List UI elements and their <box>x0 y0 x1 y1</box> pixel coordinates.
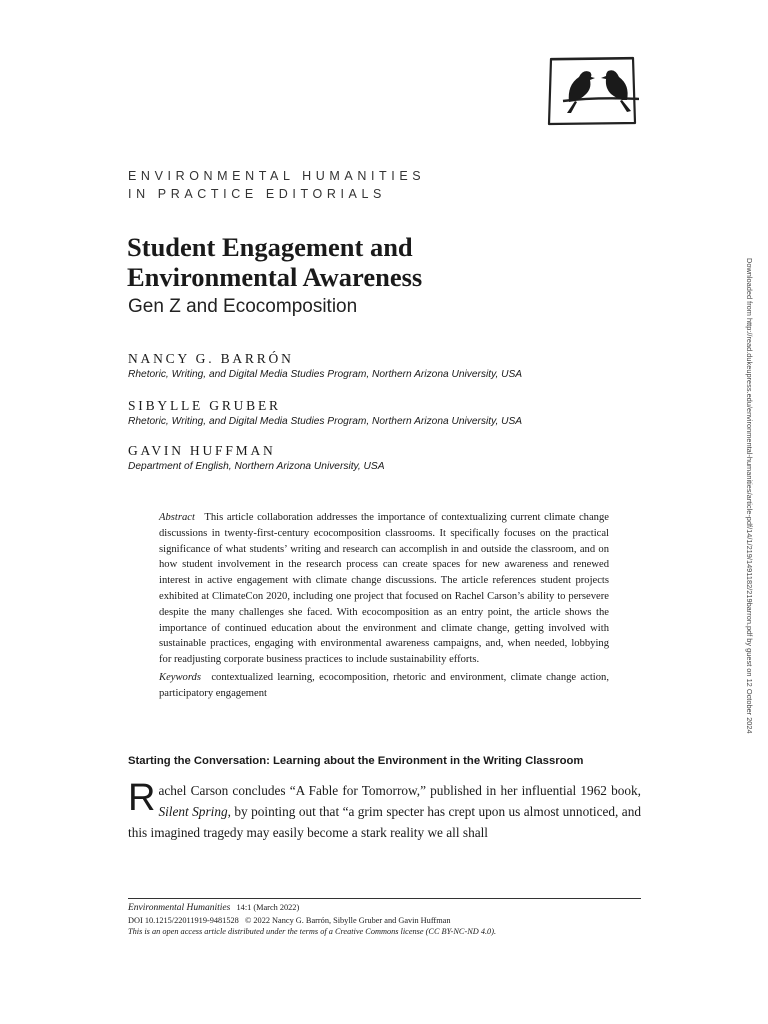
drop-cap: R <box>128 777 156 819</box>
author-affiliation: Rhetoric, Writing, and Digital Media Studies Program, Northern Arizona University, USA <box>128 369 523 380</box>
journal-logo <box>545 55 639 127</box>
author-block <box>128 443 385 472</box>
series-line-1: ENVIRONMENTAL HUMANITIES <box>128 169 426 183</box>
author-affiliation: Rhetoric, Writing, and Digital Media Studies Program, Northern Arizona University, USA <box>128 416 523 427</box>
footer-doi-line <box>128 915 496 927</box>
abstract-paragraph <box>159 510 609 668</box>
author-block <box>128 398 522 427</box>
article-title <box>127 232 422 292</box>
download-watermark-text: Downloaded from http://read.dukeupress.edu/environmental-humanities/article-pdf/14/1/219/1491182/219barron.pdf by guest on 12 October 2024 <box>745 258 754 734</box>
footer-citation <box>128 902 496 915</box>
author-affiliation: Department of English, Northern Arizona University, USA <box>128 461 385 472</box>
article-subtitle: Gen Z and Ecocomposition <box>128 296 358 317</box>
page-footer <box>128 902 496 938</box>
author-name: SIBYLLE GRUBER <box>128 398 281 413</box>
doi-text: DOI 10.1215/22011919-9481528 <box>128 915 239 925</box>
body-text-end: , by pointing out that “a grim specter has crept upon us almost unnoticed, and this imagined tragedy may easily become a stark reality we all shall <box>128 804 641 840</box>
copyright-text: © 2022 Nancy G. Barrón, Sibylle Gruber and Gavin Huffman <box>245 915 451 925</box>
abstract-block <box>159 510 609 702</box>
section-heading: Starting the Conversation: Learning about the Environment in the Writing Classroom <box>128 755 584 767</box>
keywords-label: Keywords <box>159 671 201 683</box>
book-title: Silent Spring <box>158 804 228 819</box>
footer-divider <box>128 898 641 899</box>
series-heading <box>128 167 425 203</box>
download-watermark <box>744 258 756 763</box>
license-text: This is an open access article distributed under the terms of a Creative Commons license (CC BY-NC-ND 4.0). <box>128 927 497 936</box>
abstract-text: This article collaboration addresses the importance of contextualizing current climate change discussions in twenty-first-century ecocomposition classrooms. It specifically focuses on the practical significance of what students’ writing and research can accomplish in and outside the classroom, and on how student involvement in the research process can create spaces for new awareness and renewed interest in active engagement with climate change discussions. The article references student projects exhibited at ClimateCon 2020, including one project that focused on Rachel Carson’s ability to persevere despite the many challenges she faced. With ecocomposition as an entry point, the article shows the importance of continued education about the environment and climate change, getting involved with sustainable practices, engaging with environmental awareness campaigns, and, when needed, lobbying for readjusting corporate business practices to include sustainability efforts. <box>159 512 609 666</box>
abstract-label: Abstract <box>159 512 195 523</box>
body-text-start: achel Carson concludes “A Fable for Tomorrow,” published in her influential 1962 book, <box>158 783 641 798</box>
keywords-text: contextualized learning, ecocomposition, rhetoric and environment, climate change action, participatory engagement <box>159 671 609 699</box>
keywords-paragraph <box>159 670 609 702</box>
author-name: NANCY G. BARRÓN <box>128 351 294 366</box>
body-paragraph <box>128 777 641 843</box>
series-line-2: IN PRACTICE EDITORIALS <box>128 187 386 201</box>
author-name: GAVIN HUFFMAN <box>128 443 276 458</box>
author-block <box>128 351 522 380</box>
journal-issue: 14:1 (March 2022) <box>236 903 300 912</box>
title-line-2: Environmental Awareness <box>127 262 423 292</box>
two-birds-on-branch-icon <box>545 55 639 127</box>
journal-name: Environmental Humanities <box>128 903 231 913</box>
title-line-1: Student Engagement and <box>127 232 413 262</box>
